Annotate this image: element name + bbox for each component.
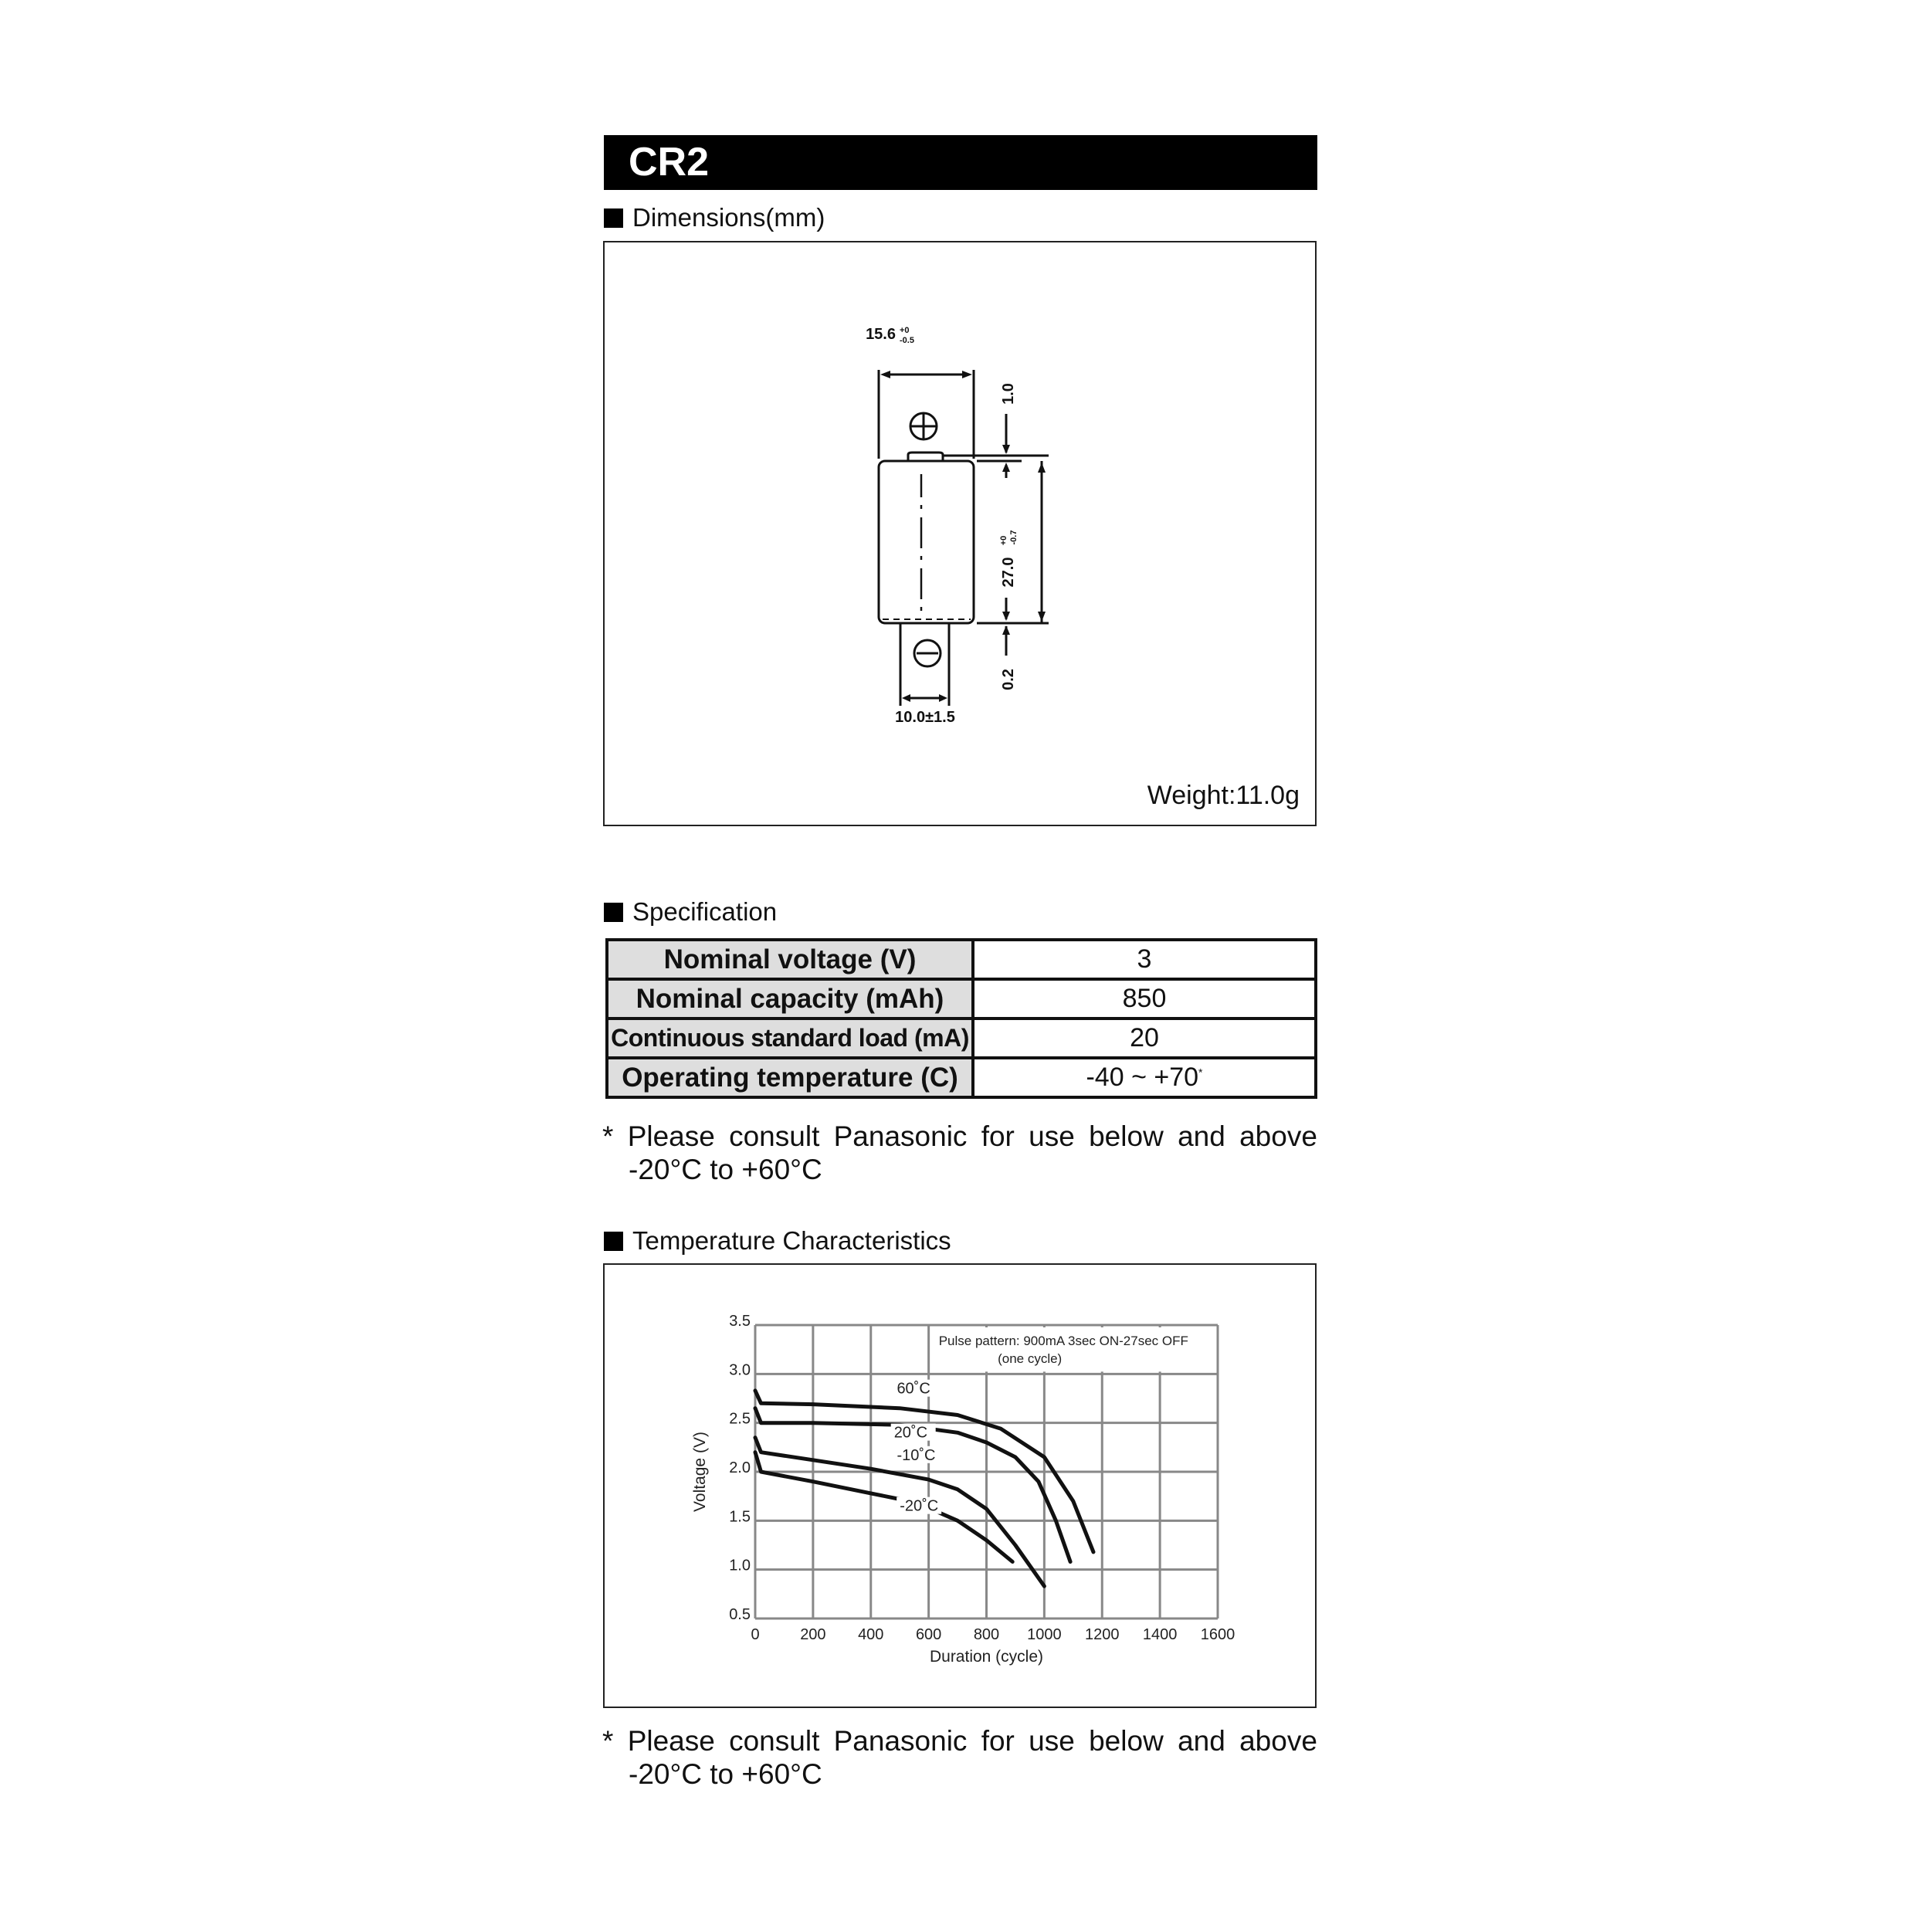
spec-value: -40 ~ +70* bbox=[973, 1058, 1316, 1097]
dimensions-box bbox=[603, 241, 1317, 826]
x-axis-label: Duration (cycle) bbox=[929, 1648, 1044, 1666]
chart-annotation: Pulse pattern: 900mA 3sec ON-27sec OFF bbox=[938, 1334, 1188, 1348]
title-bar bbox=[604, 135, 1317, 190]
battery-drawing bbox=[605, 242, 1315, 825]
footnote-mark: * bbox=[1198, 1066, 1203, 1079]
table-row bbox=[607, 1019, 1316, 1058]
y-tick-label: 3.5 bbox=[729, 1313, 751, 1330]
table-row bbox=[607, 1058, 1316, 1097]
temperature-chart-box bbox=[603, 1263, 1317, 1708]
y-axis-label: Voltage (V) bbox=[691, 1432, 709, 1512]
bottom-dim-label: 0.2 bbox=[1000, 669, 1017, 690]
table-row bbox=[607, 940, 1316, 979]
diameter-tol-minus: -0.5 bbox=[900, 336, 914, 345]
chart-annotation: (one cycle) bbox=[998, 1351, 1063, 1366]
note-line-2: -20°C to +60°C bbox=[629, 1758, 822, 1790]
x-tick-label: 0 bbox=[751, 1626, 760, 1643]
y-tick-label: 0.5 bbox=[729, 1606, 751, 1623]
diameter-tol-plus: +0 bbox=[900, 326, 910, 335]
temperature-heading: Temperature Characteristics bbox=[604, 1225, 951, 1256]
terminal-width-label: 10.0±1.5 bbox=[895, 709, 955, 726]
bullet-square-icon bbox=[604, 903, 623, 922]
y-tick-label: 3.0 bbox=[729, 1361, 751, 1379]
spec-label: Nominal capacity (mAh) bbox=[607, 979, 973, 1019]
temperature-note bbox=[602, 1724, 1317, 1791]
top-dim-label: 1.0 bbox=[1000, 383, 1017, 405]
x-tick-label: 1000 bbox=[1027, 1626, 1062, 1643]
x-tick-label: 1400 bbox=[1142, 1626, 1178, 1643]
series-label: 60˚C bbox=[897, 1380, 930, 1398]
spec-value: 20 bbox=[973, 1019, 1316, 1058]
x-tick-label: 800 bbox=[973, 1626, 1000, 1643]
y-tick-label: 2.5 bbox=[729, 1410, 751, 1428]
specification-note bbox=[602, 1120, 1317, 1186]
y-tick-label: 2.0 bbox=[729, 1459, 751, 1476]
height-tol-plus: +0 bbox=[999, 535, 1008, 546]
x-tick-label: 1600 bbox=[1200, 1626, 1235, 1643]
page-title: CR2 bbox=[629, 140, 710, 185]
weight-label: Weight:11.0g bbox=[1147, 781, 1300, 810]
series-line bbox=[755, 1452, 1012, 1562]
height-tol-minus: -0.7 bbox=[1009, 530, 1019, 545]
specification-heading: Specification bbox=[604, 897, 777, 927]
x-tick-label: 400 bbox=[858, 1626, 884, 1643]
series-label: -20˚C bbox=[900, 1497, 939, 1515]
note-line-1: * Please consult Panasonic for use below and above bbox=[602, 1120, 1317, 1152]
spec-value: 850 bbox=[973, 979, 1316, 1019]
y-tick-label: 1.0 bbox=[729, 1557, 751, 1574]
temperature-chart bbox=[605, 1265, 1315, 1707]
bullet-square-icon bbox=[604, 208, 623, 228]
dimensions-heading: Dimensions(mm) bbox=[604, 202, 825, 233]
spec-label: Nominal voltage (V) bbox=[607, 940, 973, 979]
series-label: -10˚C bbox=[897, 1446, 936, 1464]
x-tick-label: 200 bbox=[800, 1626, 826, 1643]
note-line-1: * Please consult Panasonic for use below and above bbox=[602, 1725, 1317, 1757]
diameter-label: 15.6 bbox=[866, 326, 896, 343]
spec-value: 3 bbox=[973, 940, 1316, 979]
x-tick-label: 1200 bbox=[1085, 1626, 1120, 1643]
table-row bbox=[607, 979, 1316, 1019]
y-tick-label: 1.5 bbox=[729, 1508, 751, 1526]
note-line-2: -20°C to +60°C bbox=[629, 1154, 822, 1185]
series-label: 20˚C bbox=[893, 1424, 928, 1442]
x-tick-label: 600 bbox=[915, 1626, 942, 1643]
spec-label: Operating temperature (C) bbox=[607, 1058, 973, 1097]
spec-label: Continuous standard load (mA) bbox=[607, 1019, 973, 1058]
specification-table bbox=[605, 938, 1317, 1099]
bullet-square-icon bbox=[604, 1232, 623, 1251]
height-label: 27.0 bbox=[1000, 557, 1017, 588]
